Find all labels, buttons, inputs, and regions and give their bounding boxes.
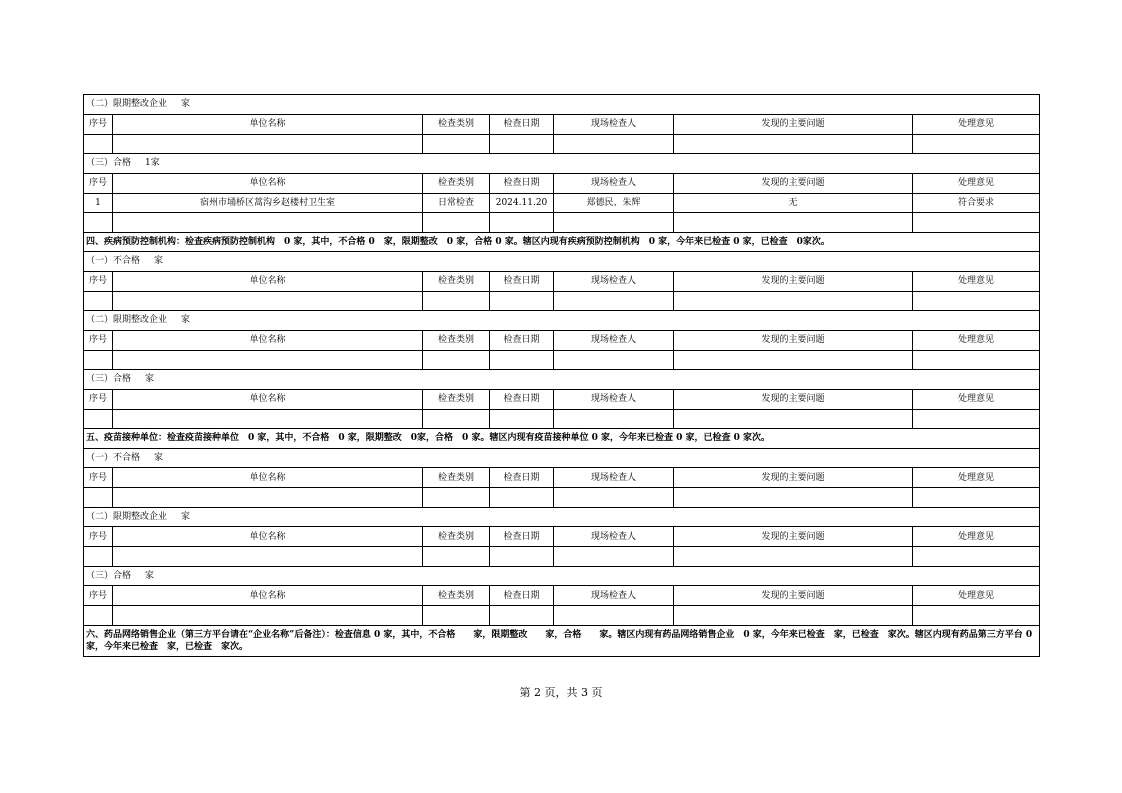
table-cell-date xyxy=(490,409,554,429)
table-row xyxy=(84,134,1040,154)
section-title: 六、药品网络销售企业（第三方平台请在“企业名称”后备注）：检查信息 0 家，其中，不合格 家，限期整改 家，合格 家。辖区内现有药品网络销售企业 0 家，今年来已检查 家，已检查 家次。辖区内现有药品第三方平台 0 家，今年来已检查 家，已检查 家次。 xyxy=(84,625,1040,656)
column-header: 检查日期 xyxy=(490,586,554,606)
column-header: 处理意见 xyxy=(913,271,1040,291)
table-header-row xyxy=(84,527,1040,547)
column-header: 序号 xyxy=(84,330,113,350)
table-header-row xyxy=(84,271,1040,291)
column-header: 单位名称 xyxy=(113,330,423,350)
table-cell-no xyxy=(84,488,113,508)
column-header: 序号 xyxy=(84,586,113,606)
subsection-row xyxy=(84,95,1040,115)
column-header: 处理意见 xyxy=(913,586,1040,606)
table-cell-inspector xyxy=(554,409,674,429)
subsection-unit: 家 xyxy=(154,256,164,267)
table-row xyxy=(84,213,1040,233)
table-cell-problem: 无 xyxy=(674,193,913,213)
table-row xyxy=(84,291,1040,311)
table-row xyxy=(84,606,1040,626)
table-cell-date xyxy=(490,547,554,567)
column-header: 现场检查人 xyxy=(554,389,674,409)
column-header: 序号 xyxy=(84,468,113,488)
column-header: 处理意见 xyxy=(913,330,1040,350)
column-header: 检查日期 xyxy=(490,389,554,409)
subsection-unit: 家 xyxy=(145,570,155,581)
subsection-unit: 家 xyxy=(150,158,160,169)
column-header: 现场检查人 xyxy=(554,527,674,547)
column-header: 发现的主要问题 xyxy=(674,468,913,488)
table-header-row xyxy=(84,330,1040,350)
table-cell-no: 1 xyxy=(84,193,113,213)
section-title-row xyxy=(84,232,1040,252)
table-cell-inspector xyxy=(554,547,674,567)
column-header: 处理意见 xyxy=(913,114,1040,134)
table-cell-opinion xyxy=(913,291,1040,311)
subsection-unit: 家 xyxy=(181,511,191,522)
table-cell-inspector xyxy=(554,350,674,370)
subsection-label xyxy=(84,448,1040,468)
table-row xyxy=(84,350,1040,370)
subsection-row xyxy=(84,507,1040,527)
column-header: 单位名称 xyxy=(113,173,423,193)
table-cell-category xyxy=(423,547,490,567)
table-cell-opinion xyxy=(913,606,1040,626)
column-header: 检查类别 xyxy=(423,586,490,606)
subsection-row xyxy=(84,154,1040,174)
subsection-row xyxy=(84,252,1040,272)
table-cell-no xyxy=(84,134,113,154)
table-cell-date xyxy=(490,606,554,626)
table-header-row xyxy=(84,586,1040,606)
table-cell-no xyxy=(84,350,113,370)
table-cell-problem xyxy=(674,134,913,154)
column-header: 单位名称 xyxy=(113,114,423,134)
column-header: 单位名称 xyxy=(113,271,423,291)
table-cell-opinion xyxy=(913,547,1040,567)
column-header: 发现的主要问题 xyxy=(674,271,913,291)
table-cell-inspector xyxy=(554,488,674,508)
column-header: 现场检查人 xyxy=(554,586,674,606)
section-title-row xyxy=(84,625,1040,656)
subsection-title: （三）合格 xyxy=(86,570,132,581)
table-cell-inspector xyxy=(554,213,674,233)
table-cell-name xyxy=(113,134,423,154)
subsection-label xyxy=(84,311,1040,331)
subsection-label xyxy=(84,566,1040,586)
subsection-row xyxy=(84,370,1040,390)
section-title-row xyxy=(84,429,1040,449)
table-cell-opinion xyxy=(913,213,1040,233)
table-row xyxy=(84,193,1040,213)
table-cell-date xyxy=(490,134,554,154)
column-header: 发现的主要问题 xyxy=(674,389,913,409)
table-cell-opinion xyxy=(913,134,1040,154)
column-header: 检查类别 xyxy=(423,468,490,488)
table-cell-name xyxy=(113,291,423,311)
table-header-row xyxy=(84,468,1040,488)
column-header: 检查类别 xyxy=(423,527,490,547)
table-cell-date xyxy=(490,350,554,370)
table-cell-name xyxy=(113,547,423,567)
column-header: 发现的主要问题 xyxy=(674,114,913,134)
table-cell-category xyxy=(423,606,490,626)
table-cell-category xyxy=(423,488,490,508)
column-header: 检查日期 xyxy=(490,468,554,488)
subsection-title: （三）合格 xyxy=(86,158,132,169)
subsection-label xyxy=(84,370,1040,390)
subsection-label xyxy=(84,154,1040,174)
column-header: 检查日期 xyxy=(490,114,554,134)
inspection-table xyxy=(83,94,1040,657)
section-title: 五、疫苗接种单位：检查疫苗接种单位 0 家，其中，不合格 0 家，限期整改 0家，合格 0 家。辖区内现有疫苗接种单位 0 家，今年来已检查 0 家，已检查 0 家次。 xyxy=(84,429,1040,449)
subsection-row xyxy=(84,311,1040,331)
inspection-table-sheet xyxy=(83,94,1042,657)
subsection-unit: 家 xyxy=(145,374,155,385)
table-cell-problem xyxy=(674,409,913,429)
column-header: 现场检查人 xyxy=(554,468,674,488)
subsection-label xyxy=(84,95,1040,115)
table-cell-inspector xyxy=(554,134,674,154)
subsection-title: （二）限期整改企业 xyxy=(86,99,168,110)
section-title: 四、疾病预防控制机构：检查疾病预防控制机构 0 家，其中，不合格 0 家，限期整改 0 家，合格 0 家。辖区内现有疾病预防控制机构 0 家，今年来已检查 0 家，已检查 0家次。 xyxy=(84,232,1040,252)
column-header: 序号 xyxy=(84,114,113,134)
page-footer: 第 2 页，共 3 页 xyxy=(519,686,603,699)
column-header: 序号 xyxy=(84,173,113,193)
column-header: 发现的主要问题 xyxy=(674,330,913,350)
column-header: 检查日期 xyxy=(490,527,554,547)
table-cell-date xyxy=(490,213,554,233)
column-header: 现场检查人 xyxy=(554,271,674,291)
table-cell-category xyxy=(423,213,490,233)
column-header: 单位名称 xyxy=(113,389,423,409)
column-header: 检查日期 xyxy=(490,330,554,350)
table-header-row xyxy=(84,173,1040,193)
table-cell-problem xyxy=(674,350,913,370)
subsection-row xyxy=(84,448,1040,468)
column-header: 单位名称 xyxy=(113,527,423,547)
subsection-unit: 家 xyxy=(181,99,191,110)
table-cell-name xyxy=(113,350,423,370)
column-header: 现场检查人 xyxy=(554,114,674,134)
column-header: 现场检查人 xyxy=(554,330,674,350)
column-header: 序号 xyxy=(84,527,113,547)
table-cell-inspector xyxy=(554,291,674,311)
table-cell-inspector: 郑德民、朱辉 xyxy=(554,193,674,213)
column-header: 检查日期 xyxy=(490,271,554,291)
table-cell-category: 日常检查 xyxy=(423,193,490,213)
subsection-label xyxy=(84,252,1040,272)
subsection-title: （一）不合格 xyxy=(86,256,141,267)
table-cell-date xyxy=(490,291,554,311)
table-cell-date: 2024.11.20 xyxy=(490,193,554,213)
table-header-row xyxy=(84,114,1040,134)
table-cell-no xyxy=(84,606,113,626)
table-cell-problem xyxy=(674,547,913,567)
table-cell-name xyxy=(113,213,423,233)
table-cell-opinion xyxy=(913,488,1040,508)
table-cell-opinion: 符合要求 xyxy=(913,193,1040,213)
column-header: 序号 xyxy=(84,389,113,409)
column-header: 现场检查人 xyxy=(554,173,674,193)
table-cell-name: 宿州市埇桥区蒿沟乡赵楼村卫生室 xyxy=(113,193,423,213)
table-cell-date xyxy=(490,488,554,508)
column-header: 检查类别 xyxy=(423,114,490,134)
subsection-unit: 家 xyxy=(181,315,191,326)
table-cell-name xyxy=(113,409,423,429)
column-header: 处理意见 xyxy=(913,527,1040,547)
table-cell-no xyxy=(84,547,113,567)
table-cell-problem xyxy=(674,606,913,626)
column-header: 单位名称 xyxy=(113,586,423,606)
column-header: 处理意见 xyxy=(913,389,1040,409)
table-cell-name xyxy=(113,606,423,626)
column-header: 单位名称 xyxy=(113,468,423,488)
table-cell-no xyxy=(84,291,113,311)
subsection-title: （二）限期整改企业 xyxy=(86,315,168,326)
column-header: 序号 xyxy=(84,271,113,291)
table-cell-problem xyxy=(674,488,913,508)
table-header-row xyxy=(84,389,1040,409)
column-header: 检查类别 xyxy=(423,173,490,193)
column-header: 检查类别 xyxy=(423,330,490,350)
table-cell-category xyxy=(423,409,490,429)
table-cell-opinion xyxy=(913,350,1040,370)
subsection-title: （三）合格 xyxy=(86,374,132,385)
table-row xyxy=(84,409,1040,429)
subsection-unit: 家 xyxy=(154,452,164,463)
column-header: 处理意见 xyxy=(913,173,1040,193)
column-header: 检查类别 xyxy=(423,389,490,409)
table-cell-no xyxy=(84,409,113,429)
column-header: 发现的主要问题 xyxy=(674,586,913,606)
column-header: 检查日期 xyxy=(490,173,554,193)
table-cell-problem xyxy=(674,291,913,311)
table-cell-category xyxy=(423,134,490,154)
table-cell-name xyxy=(113,488,423,508)
column-header: 发现的主要问题 xyxy=(674,527,913,547)
table-row xyxy=(84,547,1040,567)
subsection-title: （二）限期整改企业 xyxy=(86,511,168,522)
table-cell-opinion xyxy=(913,409,1040,429)
column-header: 检查类别 xyxy=(423,271,490,291)
table-cell-category xyxy=(423,291,490,311)
column-header: 处理意见 xyxy=(913,468,1040,488)
subsection-label xyxy=(84,507,1040,527)
subsection-count: 1 xyxy=(145,158,151,169)
table-cell-no xyxy=(84,213,113,233)
column-header: 发现的主要问题 xyxy=(674,173,913,193)
table-cell-category xyxy=(423,350,490,370)
subsection-row xyxy=(84,566,1040,586)
table-cell-inspector xyxy=(554,606,674,626)
subsection-title: （一）不合格 xyxy=(86,452,141,463)
table-cell-problem xyxy=(674,213,913,233)
table-row xyxy=(84,488,1040,508)
